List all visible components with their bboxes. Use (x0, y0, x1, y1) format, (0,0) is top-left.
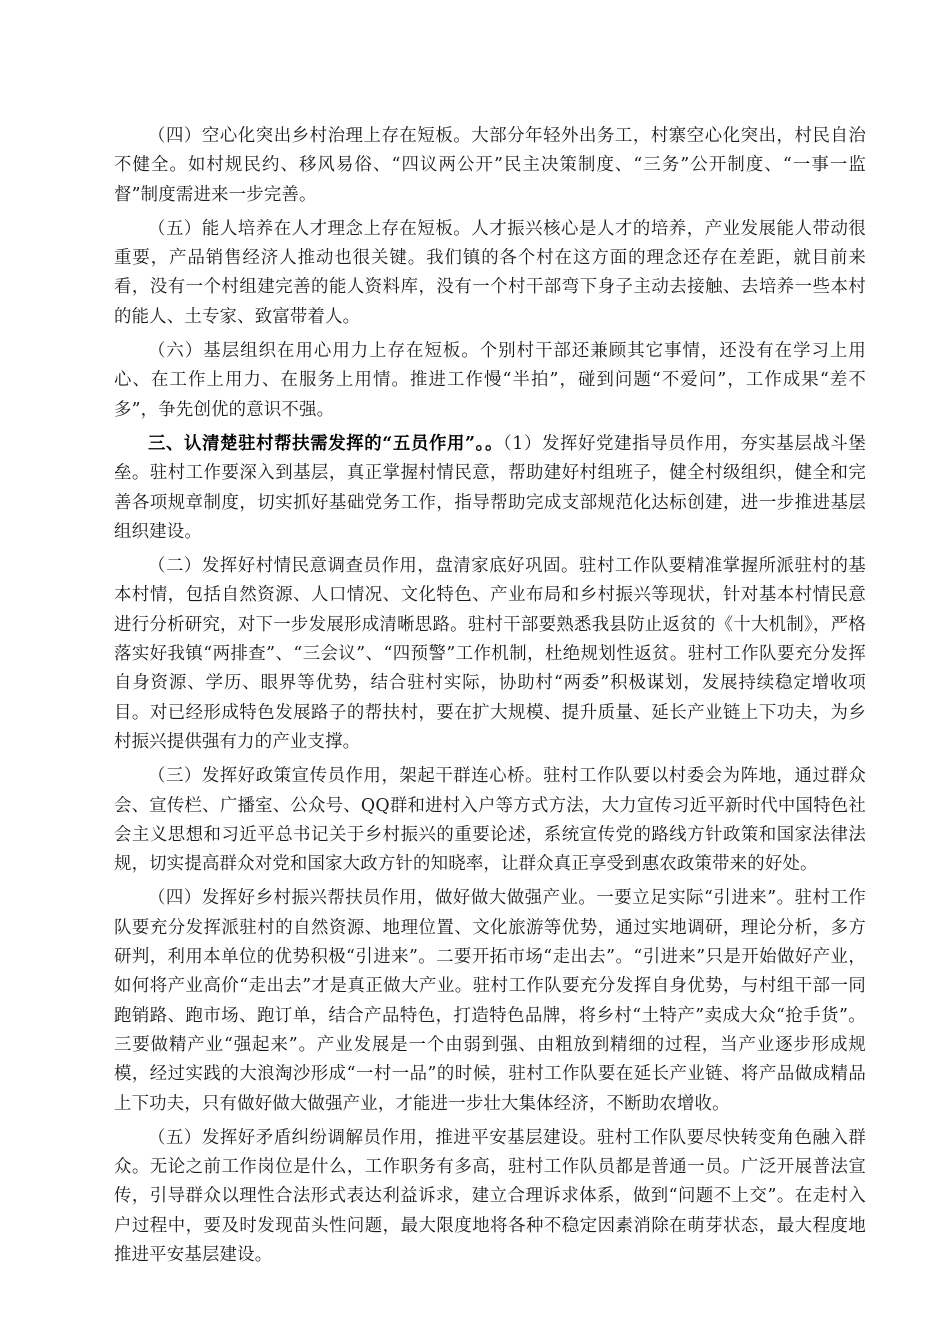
paragraph-talent-cultivation: （五）能人培养在人才理念上存在短板。人才振兴核心是人才的培养，产业发展能人带动很重要，产品销售经济人推动也很关键。我们镇的各个村在这方面的理念还存在差距，就目前来看，没有一个村组建完善的能人资料库，没有一个村干部弯下身子主动去接触、去培养一些本村的能人、土专家、致富带着人。 (114, 218, 866, 327)
paragraph-policy-publicity-role: （三）发挥好政策宣传员作用，架起干群连心桥。驻村工作队要以村委会为阵地，通过群众会、宣传栏、广播室、公众号、QQ群和进村入户等方式方法，大力宣传习近平新时代中国特色社会主义思想和习近平总书记关于乡村振兴的重要论述，系统宣传党的路线方针政策和国家法律法规，切实提高群众对党和国家大政方针的知晓率，让群众真正享受到惠农政策带来的好处。 (114, 766, 866, 875)
section-heading-five-roles: 三、认清楚驻村帮扶需发挥的“五员作用”。。 (148, 433, 503, 454)
paragraph-dispute-mediation-role: （五）发挥好矛盾纠纷调解员作用，推进平安基层建设。驻村工作队要尽快转变角色融入群众。无论之前工作岗位是什么，工作职务有多高，驻村工作队员都是普通一员。广泛开展普法宣传，引导群众以理性合法形式表达利益诉求，建立合理诉求体系，做到“问题不上交”。在走村入户过程中，要及时发现苗头性问题，最大限度地将各种不稳定因素消除在萌芽状态，最大程度地推进平安基层建设。 (114, 1127, 866, 1265)
paragraph-hollowing-governance: （四）空心化突出乡村治理上存在短板。大部分年轻外出务工，村寨空心化突出，村民自治不健全。如村规民约、移风易俗、“四议两公开”民主决策制度、“三务”公开制度、“一事一监督”制度需进来一步完善。 (114, 126, 866, 205)
paragraph-party-building-text: （1）发挥好党建指导员作用，夯实基层战斗堡垒。驻村工作要深入到基层，真正掌握村情民意，帮助建好村组班子，健全村级组织，健全和完善各项规章制度，切实抓好基础党务工作，指导帮助完成支部规范化达标创建，进一步推进基层组织建设。 (114, 433, 866, 542)
paragraph-rural-revitalization-role: （四）发挥好乡村振兴帮扶员作用，做好做大做强产业。一要立足实际“引进来”。驻村工作队要充分发挥派驻村的自然资源、地理位置、文化旅游等优势，通过实地调研，理论分析，多方研判，利用本单位的优势积极“引进来”。二要开拓市场“走出去”。“引进来”只是开始做好产业，如何将产业高价“走出去”才是真正做大产业。驻村工作队要充分发挥自身优势，与村组干部一同跑销路、跑市场、跑订单，结合产品特色，打造特色品牌，将乡村“土特产”卖成大众“抢手货”。三要做精产业“强起来”。产业发展是一个由弱到强、由粗放到精细的过程，当产业逐步形成规模，经过实践的大浪淘沙形成“一村一品”的时候，驻村工作队要在延长产业链、将产品做成精品上下功夫，只有做好做大做强产业，才能进一步壮大集体经济，不断助农增收。 (114, 888, 866, 1114)
paragraph-village-survey-role: （二）发挥好村情民意调查员作用，盘清家底好巩固。驻村工作队要精准掌握所派驻村的基本村情，包括自然资源、人口情况、文化特色、产业布局和乡村振兴等现状，针对基本村情民意进行分析研究，对下一步发展形成清晰思路。驻村干部要熟悉我县防止返贫的《十大机制》，严格落实好我镇“两排查”、“三会议”、“四预警”工作机制，杜绝规划性返贫。驻村工作队要充分发挥自身资源、学历、眼界等优势，结合驻村实际，协助村“两委”积极谋划，发展持续稳定增收项目。对已经形成特色发展路子的帮扶村，要在扩大规模、提升质量、延长产业链上下功夫，为乡村振兴提供强有力的产业支撑。 (114, 556, 866, 752)
document-body (114, 122, 866, 1275)
paragraph-grassroots-organization: （六）基层组织在用心用力上存在短板。个别村干部还兼顾其它事情，还没有在学习上用心、在工作上用力、在服务上用情。推进工作慢“半拍”，碰到问题“不爱问”，工作成果“差不多”，争先创优的意识不强。 (114, 341, 866, 420)
paragraph-five-roles-party-building (114, 430, 866, 547)
